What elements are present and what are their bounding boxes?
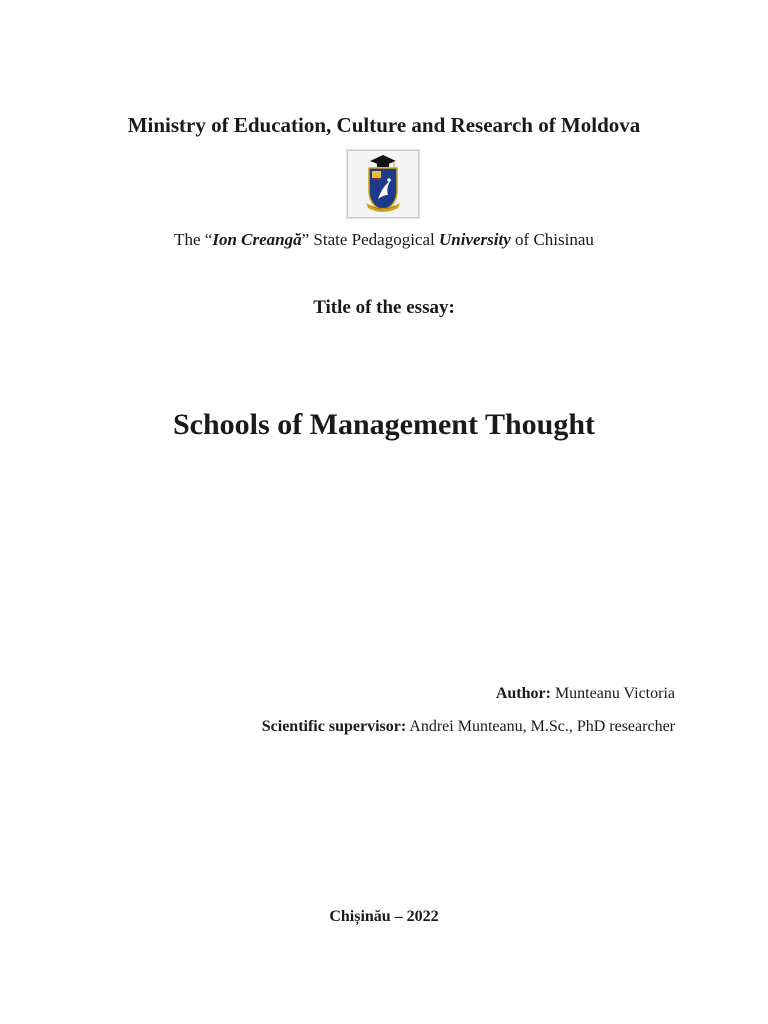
university-suffix: of Chisinau [510,230,594,249]
author-value: Munteanu Victoria [550,685,675,702]
supervisor-line [262,718,675,736]
supervisor-value: Andrei Munteanu, M.Sc., PhD researcher [406,718,675,735]
university-word-italic: University [439,230,511,249]
essay-title: Schools of Management Thought [173,408,595,441]
university-prefix: The “ [174,230,213,249]
ministry-heading: Ministry of Education, Culture and Research of Moldova [127,113,641,137]
author-label: Author: [495,685,551,702]
university-name [0,230,768,250]
university-mid: ” State Pedagogical [301,230,439,249]
author-line [496,685,675,703]
university-name-italic: Ion Creangă [212,230,302,249]
supervisor-label: Scientific supervisor: [261,718,407,735]
place-and-year: Chișinău – 2022 [329,908,439,925]
essay-title-label: Title of the essay: [313,297,455,318]
university-crest-icon [347,150,419,218]
